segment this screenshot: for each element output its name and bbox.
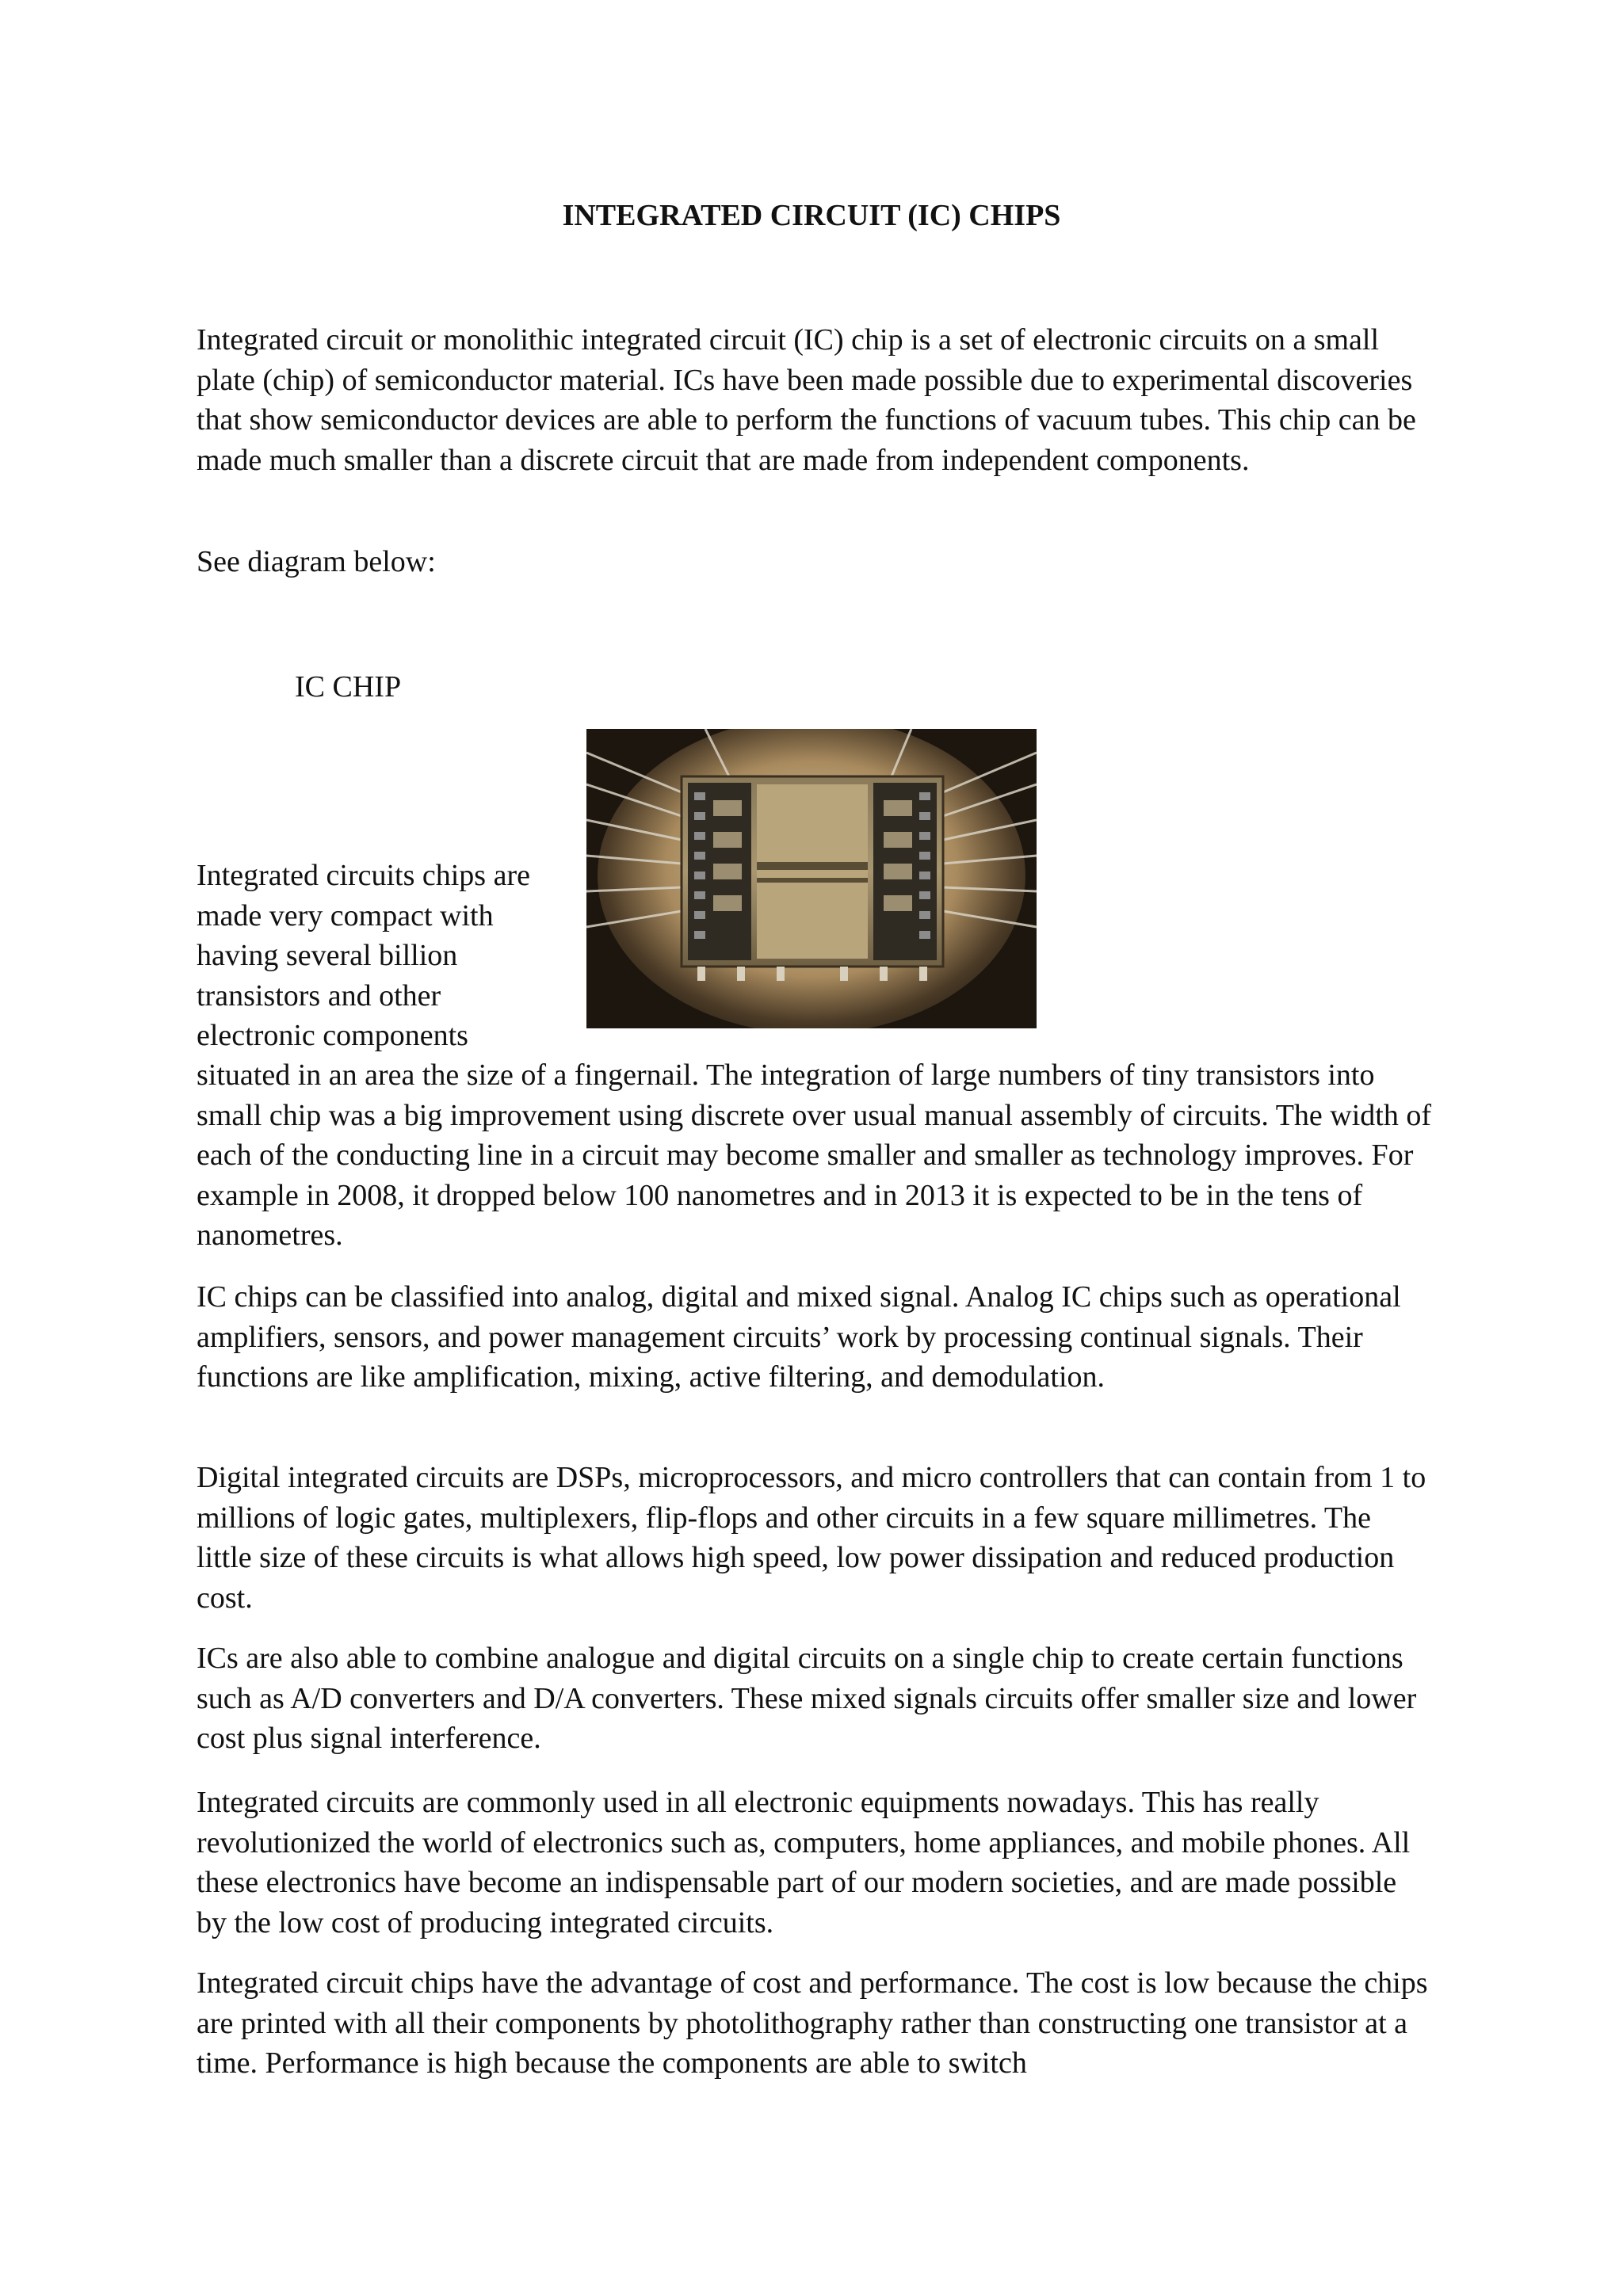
paragraph-mixed-signal: ICs are also able to combine analogue and digital circuits on a single chip to create certain functions such as A/D converters and D/A converters. These mixed signals circuits offer smaller size and lower cost plus signal interference. [197,1642,1417,1755]
ic-chip-image [586,729,1037,1028]
wrap-intro-text: Integrated circuits chips are made very compact with having several billion transistors and other electronic components [197,859,530,1052]
figure-label: IC CHIP [295,670,402,704]
paragraph-usage: Integrated circuits are commonly used in all electronic equipments nowadays. This has really revolutionized the world of electronics such as, computers, home appliances, and mobile phones. All these electronics have become an indispensable part of our modern societies, and are made possible by the low cost of producing integrated circuits. [197,1786,1411,1939]
see-diagram-text: See diagram below: [197,545,436,578]
paragraph-intro: Integrated circuit or monolithic integrated circuit (IC) chip is a set of electronic circuits on a small plate (chip) of semiconductor material. ICs have been made possible due to experimental discoveries that show semiconductor devices are able to perform the functions of vacuum tubes. This chip can be made much smaller than a discrete circuit that are made from independent components. [197,323,1416,477]
paragraph-digital: Digital integrated circuits are DSPs, microprocessors, and micro controllers that can contain from 1 to millions of logic gates, multiplexers, flip-flops and other circuits in a few square millimetres. The little size of these circuits is what allows high speed, low power dissipation and reduced production cost. [197,1461,1426,1615]
paragraph-integration: situated in an area the size of a fingernail. The integration of large numbers of tiny transistors into small chip was a big improvement using discrete over usual manual assembly of circuits. The width of each of the conducting line in a circuit may become smaller and smaller as technology improves. For example in 2008, it dropped below 100 nanometres and in 2013 it is expected to be in the tens of nanometres. [197,1058,1431,1252]
paragraph-advantages: Integrated circuit chips have the advantage of cost and performance. The cost is low because the chips are printed with all their components by photolithography rather than constructing one transistor at a time. Performance is high because the components are able to switch [197,1966,1428,2080]
page-title: INTEGRATED CIRCUIT (IC) CHIPS [562,199,1061,232]
paragraph-classification: IC chips can be classified into analog, digital and mixed signal. Analog IC chips such as operational amplifiers, sensors, and power management circuits’ work by processing continual signals. Their functions are like amplification, mixing, active filtering, and demodulation. [197,1280,1401,1394]
